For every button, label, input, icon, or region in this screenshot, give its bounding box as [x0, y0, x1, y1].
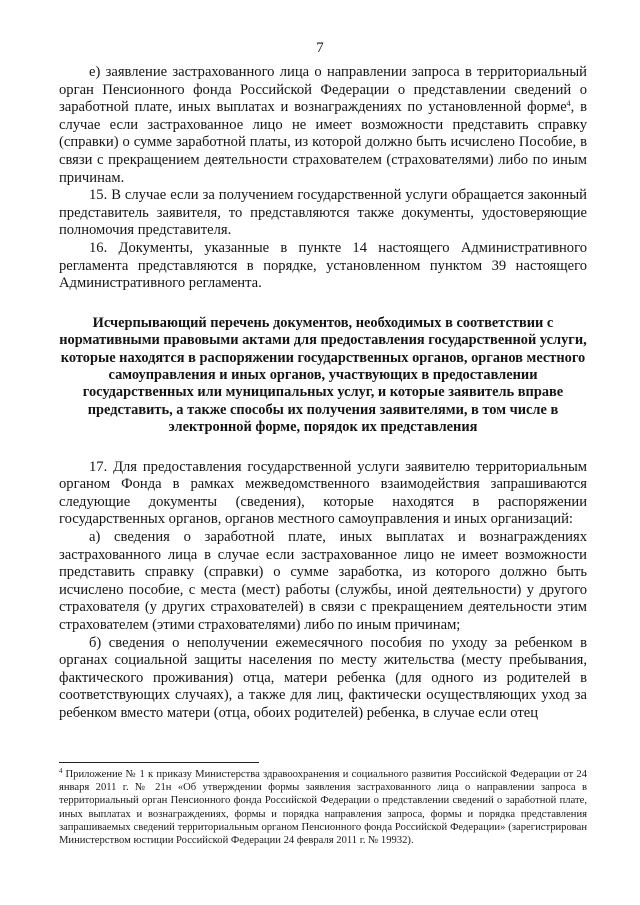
footnote-divider	[59, 762, 259, 763]
document-body	[59, 64, 587, 722]
paragraph-e-text-end: , в случае если застрахованное лицо не имеет возможности представить справку (справки) о сумме заработной платы, из которой должно быть исчислено Пособие, в связи с прекращением деятельности страхователем (страхователями) либо по иным причинам.	[59, 99, 587, 186]
footnote-text: Приложение № 1 к приказу Министерства здравоохранения и социального развития Российской Федерации от 24 января 2011 г. № 21н «Об утверждении формы заявления застрахованного лица о направлении запроса в территориальный орган Пенсионного фонда Российской Федерации о представлении сведений о заработной плате, иных выплатах и вознаграждениях, формы и порядка направления запроса, формы и порядка представления запрашиваемых сведений территориальным органом Пенсионного фонда Российской Федерации» (зарегистрирован Министерством юстиции Российской Федерации 24 февраля 2011 г. № 19932).	[59, 769, 587, 847]
footnote-mark: 4	[59, 767, 63, 775]
paragraph-e	[59, 64, 587, 187]
footnote	[59, 768, 587, 847]
section-spacer	[59, 293, 587, 315]
paragraph-e-text-start: е) заявление застрахованного лица о направлении запроса в территориальный орган Пенсионного фонда Российской Федерации о представлении сведений о заработной плате, иных выплатах и вознаграждениях по установленной форме	[59, 64, 587, 116]
paragraph-17b: б) сведения о неполучении ежемесячного пособия по уходу за ребенком в органах социальной защиты населения по месту жительства (месту пребывания, фактического проживания) отца, матери ребенка (для одного из родителей в соответствующих случаях), а также для лиц, фактически осуществляющих уход за ребенком вместо матери (отца, обоих родителей) ребенка, в случае если отец	[59, 634, 587, 721]
paragraph-17a: а) сведения о заработной плате, иных выплатах и вознаграждениях застрахованного лица в случае если застрахованное лицо не имеет возможности представить справку (справки) о сумме заработка, из которого должно быть исчислено пособие, с места (мест) работы (службы, иной деятельности) у другого страхователя (у других страхователей) в связи с прекращением деятельности этим страхователем (этими страхователями) либо по иным причинам;	[59, 528, 587, 633]
footnote-reference[interactable]: 4	[566, 99, 571, 109]
section-heading: Исчерпывающий перечень документов, необходимых в соответствии с нормативными правовыми актами для предоставления государственной услуги, которые находятся в распоряжении государственных органов, органов местного самоуправления и иных органов, участвующих в предоставлении государственных или муниципальных услуг, и которые заявитель вправе представить, а также способы их получения заявителями, в том числе в электронной форме, порядок их представления	[59, 314, 587, 436]
paragraph-17: 17. Для предоставления государственной услуги заявителю территориальным органом Фонда в рамках межведомственного взаимодействия запрашиваются следующие документы (сведения), которые находятся в распоряжении государственных органов, органов местного самоуправления и иных организаций:	[59, 458, 587, 528]
section-spacer	[59, 437, 587, 459]
paragraph-16: 16. Документы, указанные в пункте 14 настоящего Административного регламента представляются в порядке, установленном пунктом 39 настоящего Административного регламента.	[59, 239, 587, 292]
page-number: 7	[316, 40, 324, 56]
paragraph-15: 15. В случае если за получением государственной услуги обращается законный представитель заявителя, то представляются также документы, удостоверяющие полномочия представителя.	[59, 187, 587, 239]
